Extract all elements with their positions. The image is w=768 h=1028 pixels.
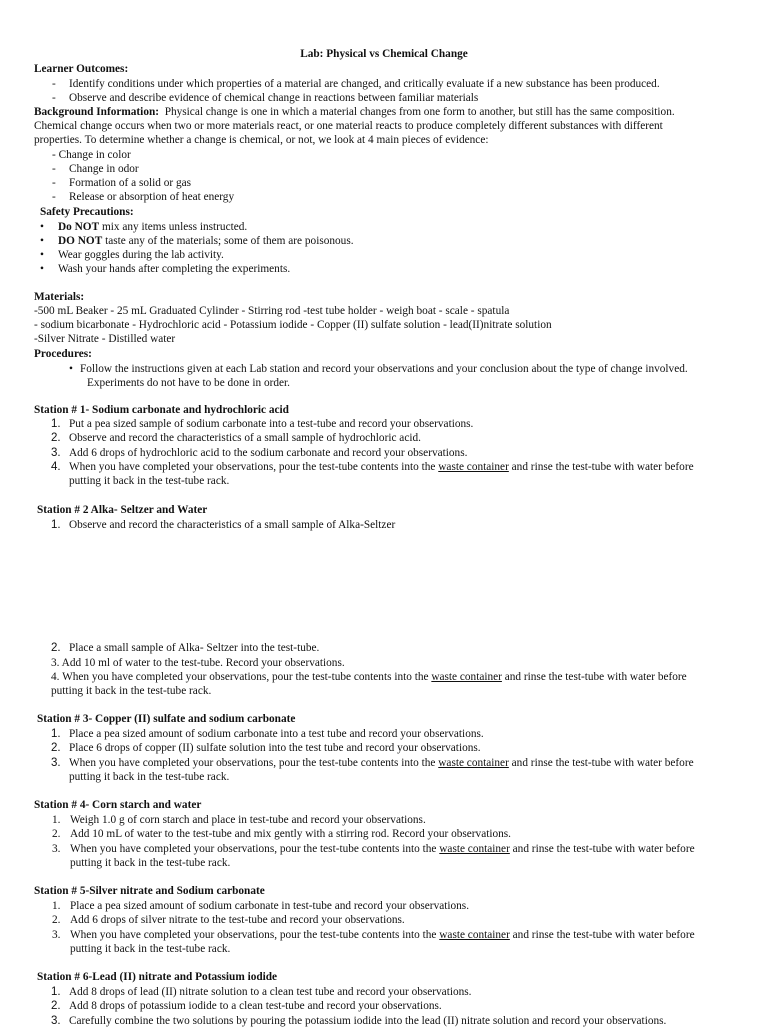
step-text: Add 6 drops of hydrochloric acid to the sodium carbonate and record your observations.: [69, 447, 468, 459]
step-text: Add 8 drops of potassium iodide to a clean test-tube and record your observations.: [69, 1000, 442, 1012]
step-text: Add 8 drops of lead (II) nitrate solution to a clean test tube and record your observations.: [69, 986, 472, 998]
step-number: 2.: [51, 642, 61, 654]
procedures-line: Follow the instructions given at each Lab station and record your observations and your conclusion about the type of change involved.: [80, 363, 688, 375]
step-number: 3.: [52, 929, 61, 941]
waste-container-link: waste container: [439, 843, 510, 855]
step-text: Observe and record the characteristics of a small sample of hydrochloric acid.: [69, 432, 421, 444]
step-text: Weigh 1.0 g of corn starch and place in test-tube and record your observations.: [70, 814, 426, 826]
station-4-heading: Station # 4- Corn starch and water: [34, 799, 202, 811]
safety-bullet: •: [40, 235, 44, 247]
safety-item: Wash your hands after completing the experiments.: [58, 263, 291, 275]
evidence-item: Change in odor: [69, 163, 139, 175]
procedures-bullet: •: [69, 363, 73, 375]
step-number: 3.: [51, 447, 61, 459]
step-text: Place a pea sized amount of sodium carbonate in test-tube and record your observations.: [70, 900, 470, 912]
step-text: When you have completed your observations, pour the test-tube contents into the waste container and rinse the test-tube with water before: [69, 461, 694, 473]
safety-item: Wear goggles during the lab activity.: [58, 249, 224, 261]
step-text: When you have completed your observations, pour the test-tube contents into the waste container and rinse the test-tube with water before: [69, 757, 694, 769]
step-text: Add 6 drops of silver nitrate to the test-tube and record your observations.: [70, 914, 405, 926]
materials-line: -500 mL Beaker - 25 mL Graduated Cylinder - Stirring rod -test tube holder - weigh boat - scale - spatula: [34, 305, 510, 317]
page-title: Lab: Physical vs Chemical Change: [300, 48, 468, 60]
materials-line: - sodium bicarbonate - Hydrochloric acid - Potassium iodide - Copper (II) sulfate solution - lead(II)nitrate solution: [34, 319, 552, 331]
step-number: 1.: [51, 986, 61, 998]
background-line: Background Information: Physical change is one in which a material changes from one form to another, but still has the same composition.: [34, 106, 675, 118]
step-text: Add 10 mL of water to the test-tube and mix gently with a stirring rod. Record your observations.: [70, 828, 512, 840]
step-text-cont: putting it back in the test-tube rack.: [70, 943, 231, 955]
step-number: 2.: [51, 1000, 61, 1012]
waste-container-link: waste container: [438, 757, 509, 769]
step-text-cont: putting it back in the test-tube rack.: [51, 685, 212, 697]
safety-heading: Safety Precautions:: [40, 206, 134, 218]
station-5-heading: Station # 5-Silver nitrate and Sodium carbonate: [34, 885, 265, 897]
outcome-bullet: -: [52, 92, 56, 104]
step-number: 2.: [51, 432, 61, 444]
station-2-heading: Station # 2 Alka- Seltzer and Water: [37, 504, 208, 516]
waste-container-link: waste container: [439, 929, 510, 941]
evidence-bullet: -: [52, 163, 56, 175]
background-line: Chemical change occurs when two or more materials react, or one material reacts to produce completely different substances with different: [34, 120, 663, 132]
station-3-heading: Station # 3- Copper (II) sulfate and sodium carbonate: [37, 713, 296, 725]
step-number: 1.: [51, 728, 61, 740]
background-heading: Background Information:: [34, 106, 160, 118]
evidence-bullet: -: [52, 177, 56, 189]
step-text: Observe and record the characteristics of a small sample of Alka-Seltzer: [69, 519, 396, 531]
step-text-cont: putting it back in the test-tube rack.: [69, 771, 230, 783]
step-text: When you have completed your observations, pour the test-tube contents into the waste container and rinse the test-tube with water before: [70, 929, 695, 941]
evidence-bullet: -: [52, 191, 56, 203]
safety-bullet: •: [40, 221, 44, 233]
step-number: 2.: [51, 742, 61, 754]
step-text-cont: putting it back in the test-tube rack.: [70, 857, 231, 869]
step-number: 3.: [51, 1015, 61, 1027]
waste-container-link: waste container: [438, 461, 509, 473]
safety-bullet: •: [40, 263, 44, 275]
waste-container-link: waste container: [431, 671, 502, 683]
step-text: Place a small sample of Alka- Seltzer into the test-tube.: [69, 642, 320, 654]
step-text: Place a pea sized amount of sodium carbonate into a test tube and record your observations.: [69, 728, 484, 740]
step-text: 4. When you have completed your observations, pour the test-tube contents into the waste container and rinse the test-tube with water before: [51, 671, 687, 683]
step-text: 3. Add 10 ml of water to the test-tube. Record your observations.: [51, 657, 345, 669]
step-number: 1.: [51, 519, 61, 531]
evidence-item: Formation of a solid or gas: [69, 177, 192, 189]
station-1-heading: Station # 1- Sodium carbonate and hydrochloric acid: [34, 404, 289, 416]
step-number: 3.: [52, 843, 61, 855]
background-line: properties. To determine whether a change is chemical, or not, we look at 4 main pieces of evidence:: [34, 134, 489, 146]
step-number: 1.: [52, 900, 61, 912]
outcome-bullet: -: [52, 78, 56, 90]
step-text: Carefully combine the two solutions by pouring the potassium iodide into the lead (II) nitrate solution and record your observations.: [69, 1015, 667, 1027]
materials-line: -Silver Nitrate - Distilled water: [34, 333, 176, 345]
step-number: 3.: [51, 757, 61, 769]
materials-heading: Materials:: [34, 291, 85, 303]
step-text: Place 6 drops of copper (II) sulfate solution into the test tube and record your observations.: [69, 742, 481, 754]
step-text-cont: putting it back in the test-tube rack.: [69, 475, 230, 487]
procedures-heading: Procedures:: [34, 348, 92, 360]
step-number: 1.: [52, 814, 61, 826]
outcome-item: Identify conditions under which properties of a material are changed, and critically evaluate if a new substance has been produced.: [69, 78, 660, 90]
evidence-item: Release or absorption of heat energy: [69, 191, 235, 203]
learner-outcomes-heading: Learner Outcomes:: [34, 63, 129, 75]
step-number: 2.: [52, 828, 61, 840]
step-text: Put a pea sized sample of sodium carbonate into a test-tube and record your observations.: [69, 418, 474, 430]
step-number: 1.: [51, 418, 61, 430]
procedures-line: Experiments do not have to be done in order.: [87, 377, 290, 389]
station-6-heading: Station # 6-Lead (II) nitrate and Potassium iodide: [37, 971, 278, 983]
safety-item: Do NOT mix any items unless instructed.: [58, 221, 248, 233]
safety-item: DO NOT taste any of the materials; some of them are poisonous.: [58, 235, 354, 247]
evidence-item: - Change in color: [52, 149, 131, 161]
step-number: 2.: [52, 914, 61, 926]
step-number: 4.: [51, 461, 61, 473]
outcome-item: Observe and describe evidence of chemical change in reactions between familiar materials: [69, 92, 479, 104]
safety-bullet: •: [40, 249, 44, 261]
step-text: When you have completed your observations, pour the test-tube contents into the waste container and rinse the test-tube with water before: [70, 843, 695, 855]
